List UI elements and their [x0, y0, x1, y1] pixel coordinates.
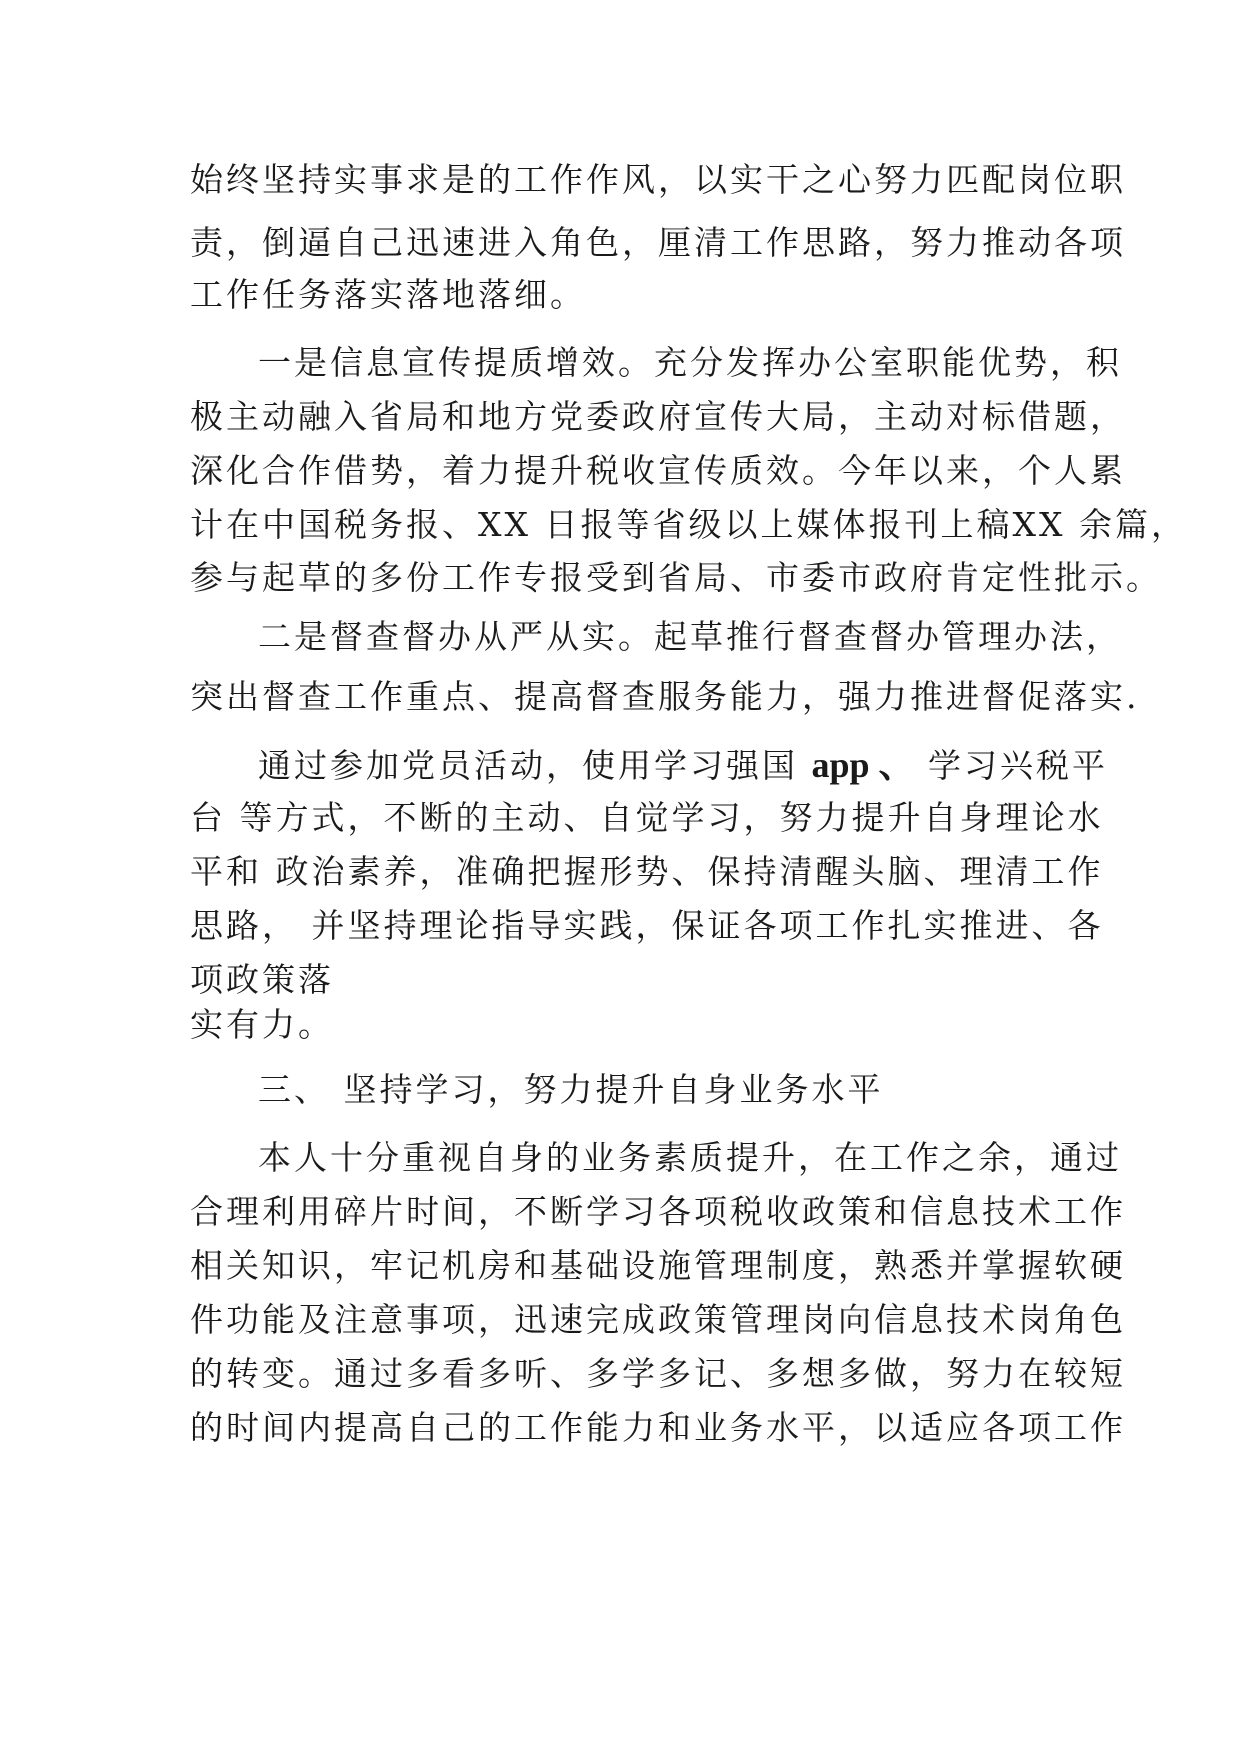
text-line: 台 等方式，不断的主动、自觉学习，努力提升自身理论水	[190, 798, 1104, 837]
text-line: 极主动融入省局和地方党委政府宣传大局，主动对标借题，	[190, 397, 1126, 436]
text-line: 的转变。通过多看多听、多学多记、多想多做，努力在较短	[190, 1354, 1126, 1393]
text-line: 始终坚持实事求是的工作作风，以实干之心努力匹配岗位职	[190, 160, 1126, 199]
text-line: 合理利用碎片时间，不断学习各项税收政策和信息技术工作	[190, 1192, 1126, 1231]
text-line: 二是督查督办从严从实。起草推行督查督办管理办法，	[258, 617, 1122, 656]
text-line-mixed	[258, 745, 1108, 786]
section-heading: 三、 坚持学习，努力提升自身业务水平	[258, 1070, 884, 1109]
text-line: 本人十分重视自身的业务素质提升，在工作之余，通过	[258, 1138, 1122, 1177]
text-line: 深化合作借势，着力提升税收宣传质效。今年以来，个人累	[190, 451, 1126, 490]
text-line: 的时间内提高自己的工作能力和业务水平，以适应各项工作	[190, 1408, 1126, 1447]
text-line: 工作任务落实落地落细。	[190, 275, 586, 314]
text-line: 参与起草的多份工作专报受到省局、市委市政府肯定性批示。	[190, 558, 1162, 597]
bold-text-segment: app 、	[811, 745, 915, 785]
text-line: 相关知识，牢记机房和基础设施管理制度，熟悉并掌握软硬	[190, 1246, 1126, 1285]
text-line: 突出督查工作重点、提高督查服务能力，强力推进督促落实.	[190, 677, 1140, 716]
text-line: 件功能及注意事项，迅速完成政策管理岗向信息技术岗角色	[190, 1300, 1126, 1339]
text-line: 思路， 并坚持理论指导实践，保证各项工作扎实推进、各	[190, 906, 1104, 945]
text-line: 一是信息宣传提质增效。充分发挥办公室职能优势，积	[258, 343, 1122, 382]
text-line: 平和 政治素养，准确把握形势、保持清醒头脑、理清工作	[190, 852, 1104, 891]
text-line: 计在中国税务报、XX 日报等省级以上媒体报刊上稿XX 余篇，	[190, 505, 1187, 544]
text-line: 项政策落	[190, 960, 334, 999]
text-line: 责，倒逼自己迅速进入角色，厘清工作思路，努力推动各项	[190, 223, 1126, 262]
text-segment: 学习兴税平	[914, 746, 1109, 785]
text-line: 实有力。	[190, 1005, 334, 1044]
text-segment: 通过参加党员活动，使用学习强国	[258, 746, 812, 785]
